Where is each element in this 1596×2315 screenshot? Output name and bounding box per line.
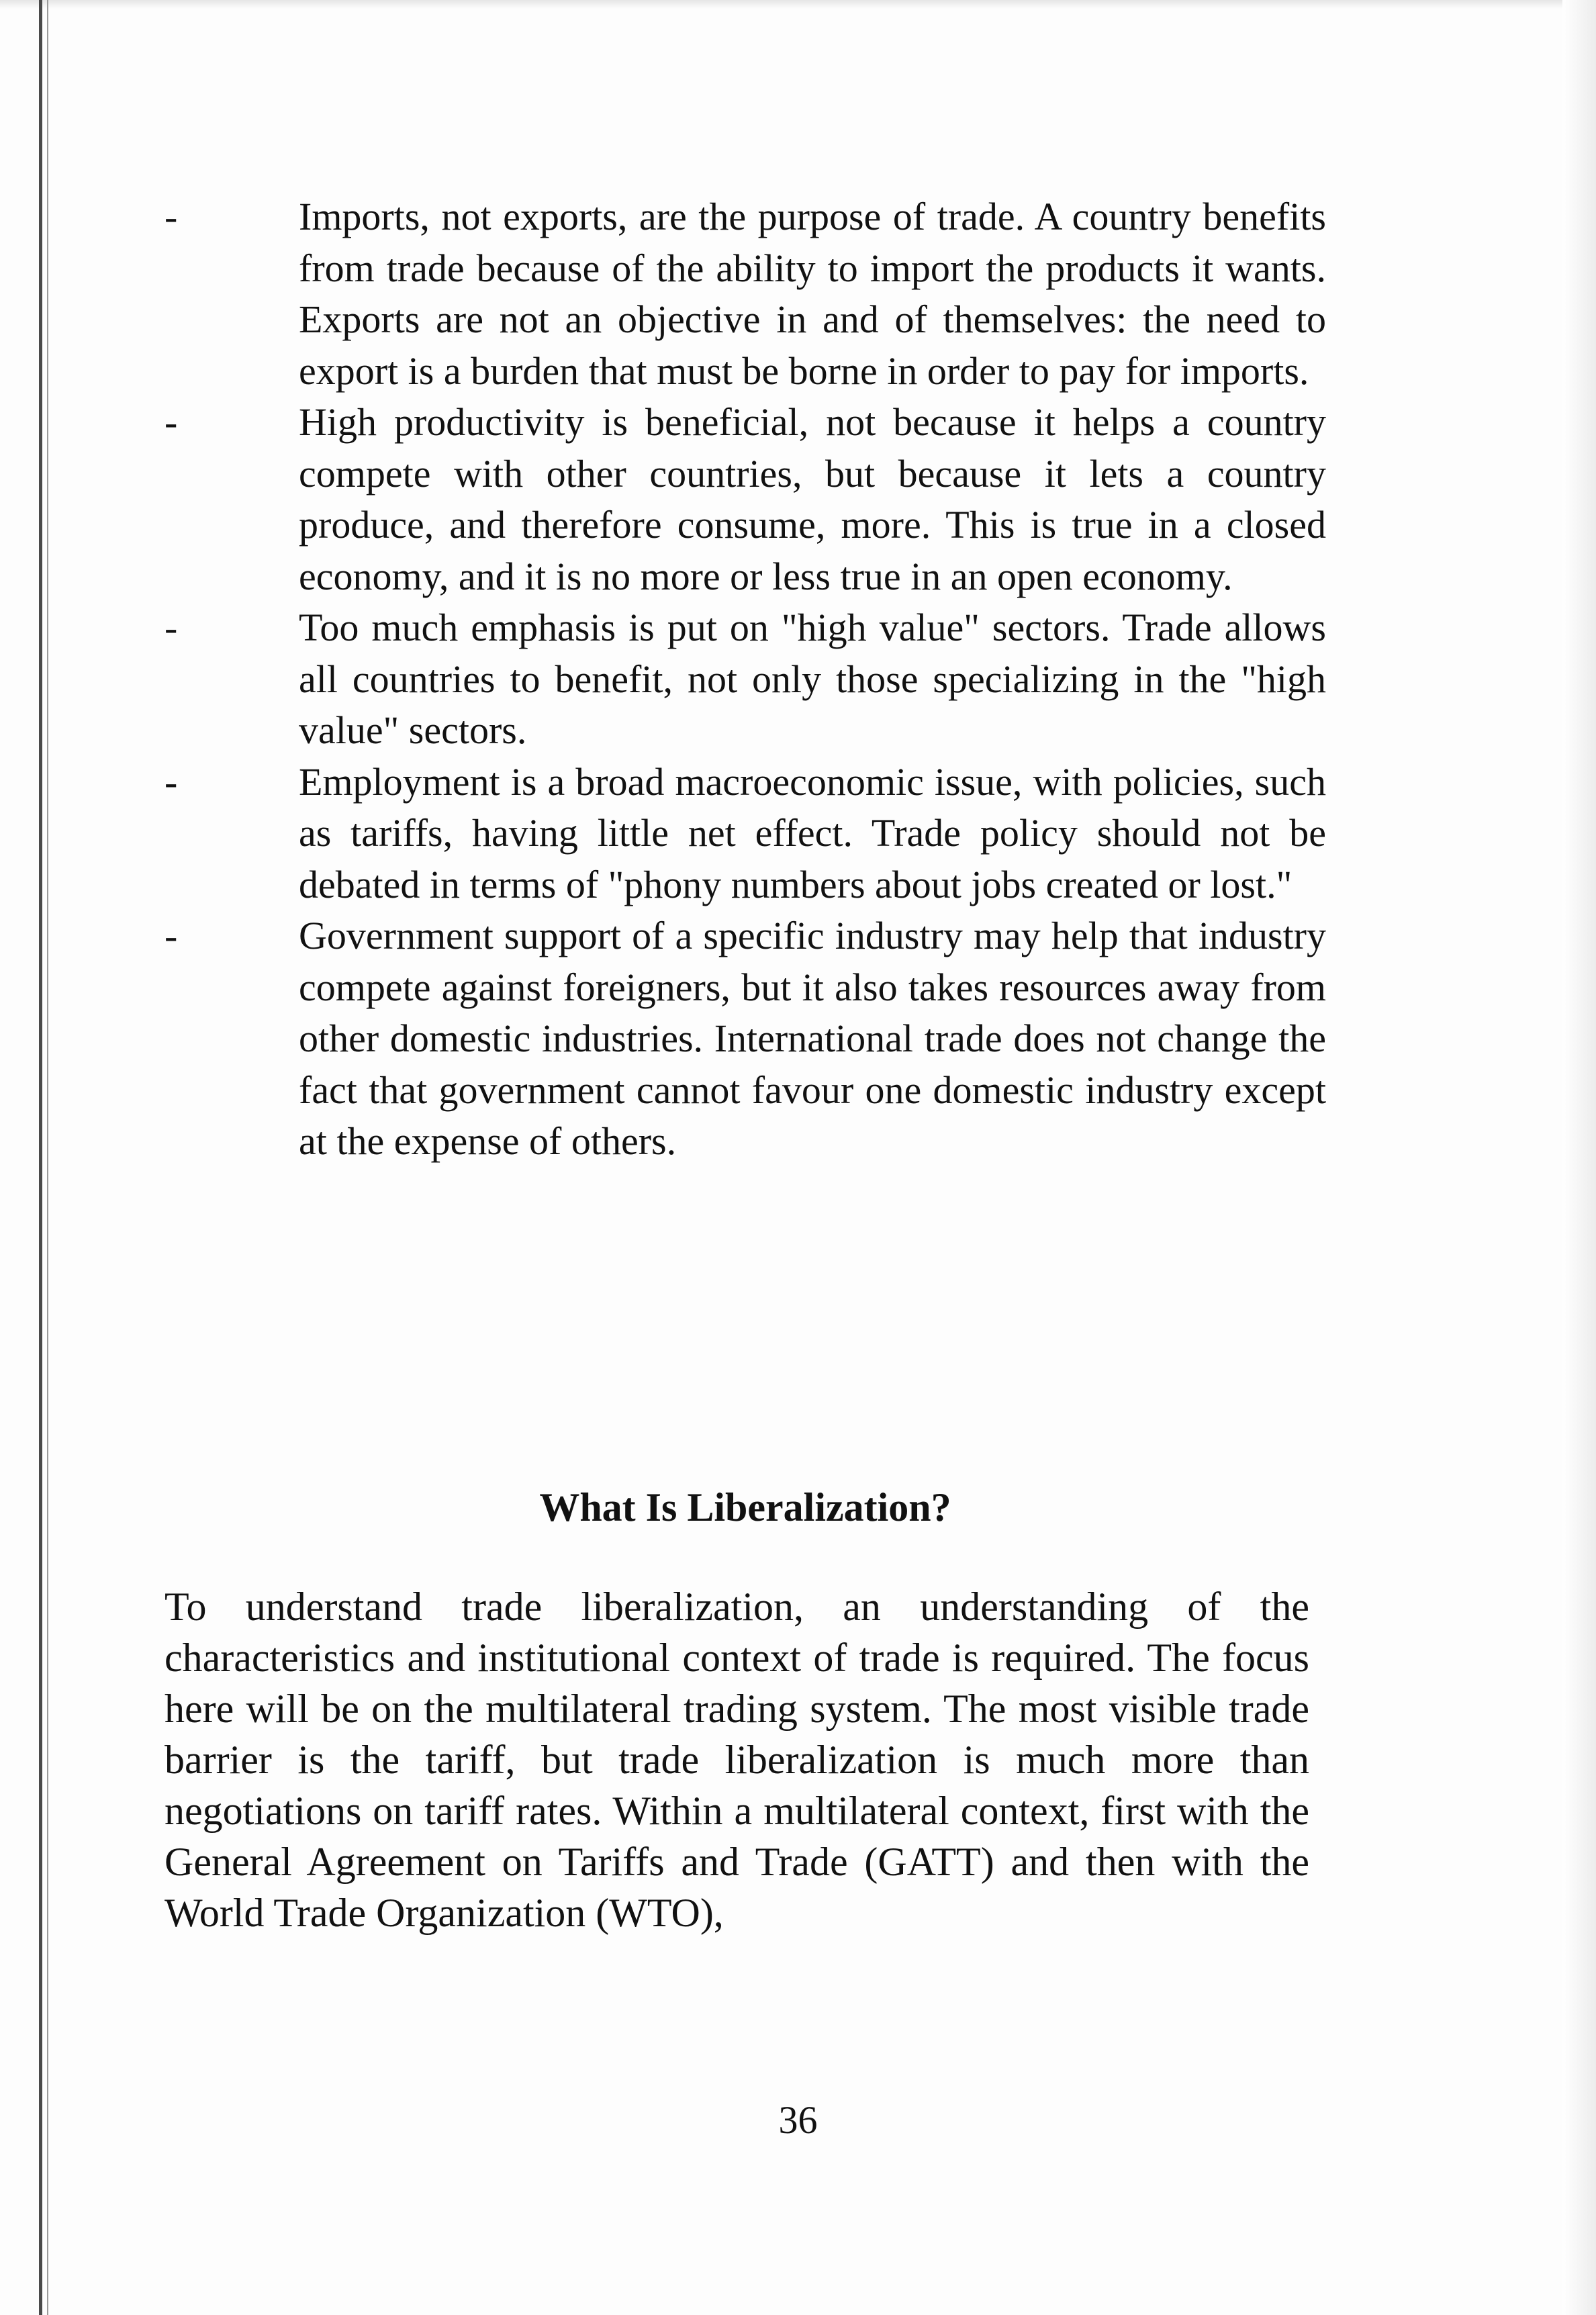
bullet-marker: - [165, 195, 178, 238]
section-heading: What Is Liberalization? [539, 1485, 951, 1529]
list-item [165, 602, 1326, 757]
list-item [165, 191, 1326, 397]
binding-edge-left-inner [47, 0, 48, 2315]
page-edge-right [1562, 0, 1596, 2315]
list-item [165, 910, 1326, 1168]
bullet-text: Too much emphasis is put on "high value" sectors. Trade allows all countries to benefit, not only those specializing in the "high value" sectors. [299, 606, 1326, 752]
bullet-text: High productivity is beneficial, not because it helps a country compete with other countries, but because it lets a country produce, and therefore consume, more. This is true in a closed economy, and it is no more or less true in an open economy. [299, 400, 1326, 598]
list-item [165, 397, 1326, 602]
list-item [165, 757, 1326, 911]
bullet-marker: - [165, 759, 178, 804]
binding-edge-left [39, 0, 42, 2315]
scan-top-edge [0, 0, 1596, 9]
bullet-text: Employment is a broad macroeconomic issue, with policies, such as tariffs, having little net effect. Trade policy should not be debated in terms of "phony numbers about jobs created or lost." [299, 759, 1326, 906]
bullet-text: Imports, not exports, are the purpose of trade. A country benefits from trade because of the ability to import the products it wants. Exports are not an objective in and of themselves: the need to export is a burden that must be borne in order to pay for imports. [299, 195, 1326, 393]
bullet-marker: - [165, 400, 178, 444]
bullet-marker: - [165, 914, 178, 957]
bullet-text: Government support of a specific industry may help that industry compete against foreigners, but it also takes resources away from other domestic industries. International trade does not change the fact that government cannot favour one domestic industry except at the expense of others. [299, 914, 1326, 1163]
bullet-list [165, 191, 1326, 1168]
body-paragraph: To understand trade liberalization, an understanding of the characteristics and institutional context of trade is required. The focus here will be on the multilateral trading system. The most visible trade barrier is the tariff, but trade liberalization is much more than negotiations on tariff rates. Within a multilateral context, first with the General Agreement on Tariffs and Trade (GATT) and then with the World Trade Organization (WTO), [165, 1585, 1309, 1935]
bullet-marker: - [165, 606, 178, 649]
page-number: 36 [778, 2098, 818, 2142]
